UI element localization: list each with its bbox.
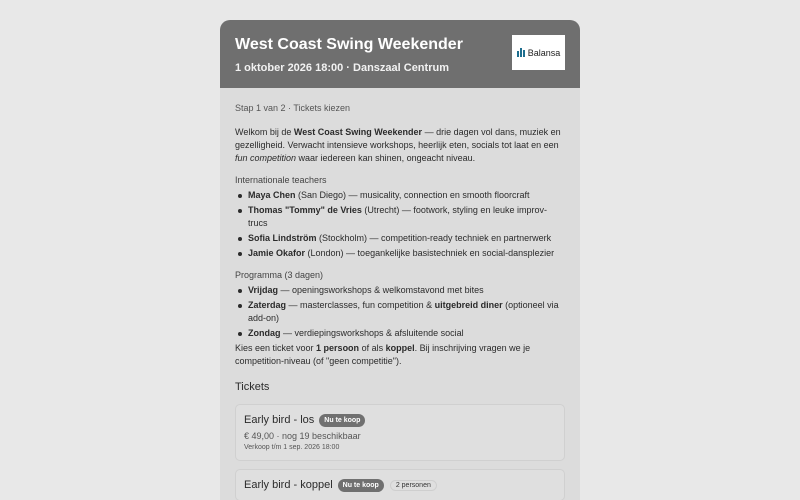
teachers-list: [235, 189, 565, 260]
ticket-name: Early bird - los: [244, 414, 315, 426]
list-item: Vrijdag — openingsworkshops & welkomstavond met bites: [235, 284, 565, 297]
status-badge: Nu te koop: [338, 479, 384, 492]
ticket-price: € 49,00 · nog 19 beschikbaar: [244, 431, 361, 441]
list-item: Zaterdag — masterclasses, fun competition & uitgebreid diner (optioneel via add-on): [235, 299, 565, 325]
ticket-card-early-bird-los[interactable]: [235, 404, 565, 461]
list-item: Sofia Lindström (Stockholm) — competition-ready techniek en partnerwerk: [235, 232, 565, 245]
ticket-name: Early bird - koppel: [244, 479, 333, 491]
status-badge: Nu te koop: [319, 414, 365, 427]
logo-text: Balansa: [527, 47, 561, 58]
event-title: West Coast Swing Weekender: [235, 36, 463, 53]
list-item: Thomas "Tommy" de Vries (Utrecht) — footwork, styling en leuke improv-trucs: [235, 204, 565, 230]
program-label: Programma (3 dagen): [235, 270, 324, 280]
program-list: [235, 284, 565, 340]
event-body: [220, 88, 580, 500]
teachers-label: Internationale teachers: [235, 175, 327, 185]
step-indicator: Stap 1 van 2 · Tickets kiezen: [235, 103, 351, 113]
tickets-heading: Tickets: [235, 381, 270, 393]
list-item: Zondag — verdiepingsworkshops & afsluitende social: [235, 327, 565, 340]
list-item: Jamie Okafor (London) — toegankelijke basistechniek en social-dansplezier: [235, 247, 565, 260]
persons-badge: 2 personen: [390, 480, 437, 491]
event-card: [220, 20, 580, 500]
ticket-sale-period: Verkoop t/m 1 sep. 2026 18:00: [244, 444, 340, 451]
organizer-logo: [512, 35, 565, 70]
list-item: Maya Chen (San Diego) — musicality, connection en smooth floorcraft: [235, 189, 565, 202]
event-header: [220, 20, 580, 88]
balansa-logo-icon: [517, 48, 526, 57]
ticket-card-early-bird-koppel[interactable]: [235, 469, 565, 500]
closing-text: Kies een ticket voor 1 persoon of als koppel. Bij inschrijving vragen we je competition-niveau (of "geen competitie").: [235, 343, 531, 366]
event-subtitle: 1 oktober 2026 18:00 · Danszaal Centrum: [235, 62, 449, 74]
intro-text: Welkom bij de West Coast Swing Weekender — drie dagen vol dans, muziek en gezelligheid. Verwacht intensieve workshops, heerlijk eten, socials tot laat en een fun competition waar iedereen kan shinen, ongeacht niveau.: [235, 127, 561, 163]
